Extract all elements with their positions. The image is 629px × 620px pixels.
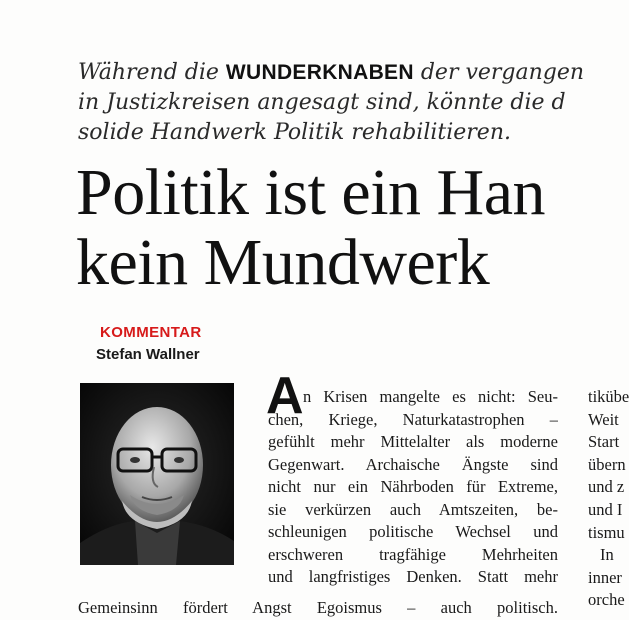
body-line: tikübe xyxy=(588,387,629,406)
body-line: und langfristiges Denken. Statt mehr xyxy=(268,567,558,586)
body-line: orche xyxy=(588,590,625,610)
body-line: schleunigen politische Wechsel und xyxy=(268,522,558,541)
lead-line-3: solide Handwerk Politik rehabilitieren. xyxy=(78,120,511,145)
body-line: gefühlt mehr Mittelalter als moderne xyxy=(268,432,558,451)
body-line: und z xyxy=(588,477,625,497)
body-full-width-line: Gemeinsinn fördert Angst Egoismus – auch politisch. xyxy=(78,598,558,617)
body-column-1 xyxy=(268,386,558,589)
lead-paragraph xyxy=(78,58,629,148)
body-column-2 xyxy=(588,386,629,612)
body-line: erschweren tragfähige Mehrheiten xyxy=(268,544,558,564)
body-line: In xyxy=(600,545,614,565)
lead-line-2: in Justizkreisen angesagt sind, könnte die d xyxy=(78,90,566,115)
body-line: nicht nur ein Nährboden für Extreme, xyxy=(268,477,558,496)
lead-line-1: Während die WUNDERKNABEN der vergangen xyxy=(78,60,585,85)
body-line: inner xyxy=(588,567,622,587)
body-line: tismu xyxy=(588,522,625,542)
section-kicker: KOMMENTAR xyxy=(100,324,202,341)
body-line: und I xyxy=(588,499,623,519)
body-line: n Krisen mangelte es nicht: Seu- xyxy=(303,387,558,406)
body-line: chen, Kriege, Naturkatastrophen – xyxy=(268,409,558,429)
body-line: sie verkürzen auch Amtszeiten, be- xyxy=(268,499,558,519)
lead-keyword: WUNDERKNABEN xyxy=(225,61,414,84)
body-line: Weit xyxy=(588,409,619,429)
article-headline xyxy=(76,158,629,298)
author-portrait-image xyxy=(80,383,234,565)
author-byline: Stefan Wallner xyxy=(96,346,200,363)
headline-line-2: kein Mundwerk xyxy=(76,226,490,299)
body-line: übern xyxy=(588,454,626,474)
author-photo xyxy=(80,383,234,565)
body-line: Start xyxy=(588,432,620,452)
drop-cap: A xyxy=(266,367,304,425)
body-line: Gegenwart. Archaische Ängste sind xyxy=(268,454,558,474)
headline-line-1: Politik ist ein Han xyxy=(76,156,545,229)
